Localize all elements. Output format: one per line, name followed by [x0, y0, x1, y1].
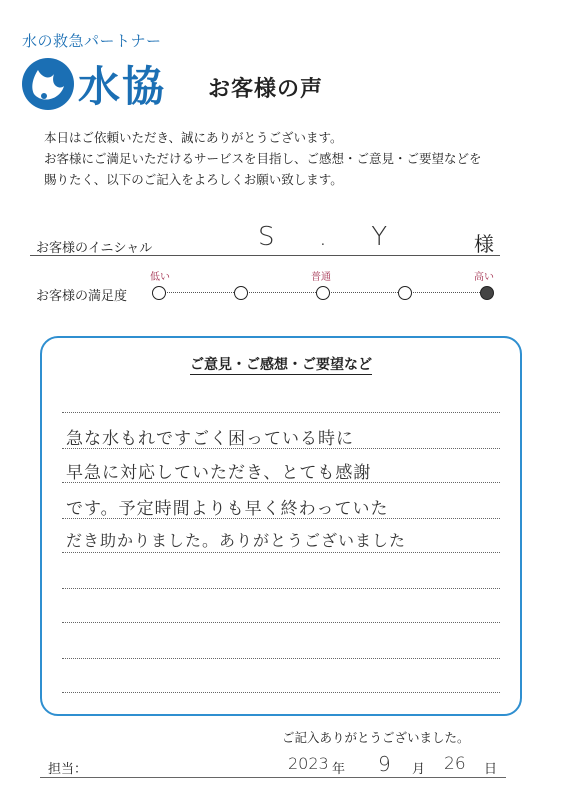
ruled-line — [62, 552, 500, 553]
satisfaction-label: お客様の満足度 — [36, 289, 128, 304]
satisfaction-option-1[interactable] — [152, 286, 166, 300]
satisfaction-option-4[interactable] — [398, 286, 412, 300]
date-year: 2023 — [288, 754, 329, 773]
ruled-line — [62, 588, 500, 589]
staff-label: 担当： — [48, 762, 88, 777]
comments-title: ご意見・ご感想・ご要望など — [190, 357, 372, 373]
day-unit: 日 — [484, 762, 498, 777]
tagline: 水の救急パートナー — [22, 32, 162, 50]
ruled-line — [62, 412, 500, 413]
initials-value: S . Y — [258, 222, 406, 252]
comments-box — [40, 336, 522, 716]
satisfaction-option-5-selected[interactable] — [480, 286, 494, 300]
ruled-line — [62, 622, 500, 623]
comment-line-4: だき助かりました。ありがとうございました — [66, 531, 407, 550]
scale-low-label: 低い — [150, 272, 170, 283]
thanks-message: ご記入ありがとうございました。 — [282, 730, 470, 745]
water-drop-logo-icon — [20, 56, 76, 112]
intro-line-2: お客様にご満足いただけるサービスを目指し、ご感想・ご意見・ご要望などを — [44, 151, 482, 166]
date-day: 26 — [444, 754, 466, 774]
month-unit: 月 — [412, 762, 426, 777]
comment-line-3: です。予定時間よりも早く終わっていた — [66, 499, 389, 519]
brand-logo-text: 水協 — [78, 62, 167, 111]
scale-mid-label: 普通 — [311, 272, 331, 283]
satisfaction-option-3[interactable] — [316, 286, 330, 300]
comment-line-2: 早急に対応していただき、とても感謝 — [66, 463, 372, 483]
ruled-line — [62, 658, 500, 659]
footer-underline — [40, 777, 506, 778]
honorific-sama: 様 — [474, 232, 494, 256]
initials-label: お客様のイニシャル — [36, 241, 153, 256]
satisfaction-option-2[interactable] — [234, 286, 248, 300]
initials-underline — [30, 255, 500, 256]
page-title: お客様の声 — [208, 77, 324, 102]
comment-line-1: 急な水もれですごく困っている時に — [66, 429, 354, 449]
scale-high-label: 高い — [474, 272, 494, 283]
year-unit: 年 — [332, 762, 346, 777]
ruled-line — [62, 692, 500, 693]
intro-line-1: 本日はご依頼いただき、誠にありがとうございます。 — [44, 130, 343, 145]
intro-line-3: 賜りたく、以下のご記入をよろしくお願い致します。 — [44, 172, 343, 187]
date-month: 9 — [378, 752, 391, 776]
